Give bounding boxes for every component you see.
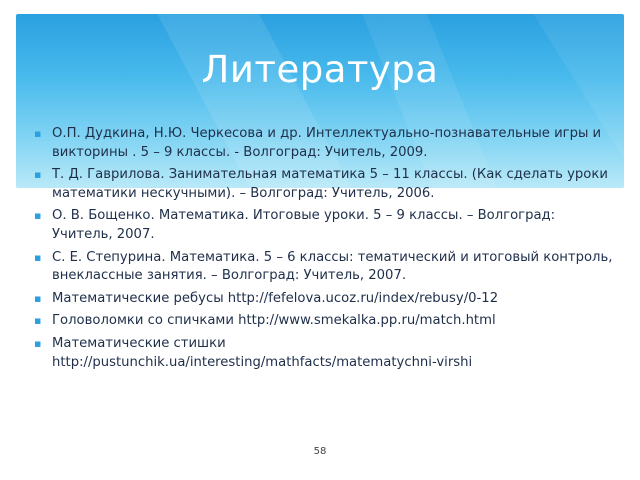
bullet-icon: ▪ [34,209,42,223]
list-item-text: Т. Д. Гаврилова. Занимательная математика 5 – 11 классы. (Как сделать уроки математики нескучными). – Волгоград: Учитель, 2006. [52,167,608,201]
page-number: 58 [313,446,327,457]
bullet-icon: ▪ [34,336,42,350]
bullet-icon: ▪ [34,250,42,264]
list-item-text[interactable]: Головоломки со спичками http://www.smekalka.pp.ru/match.html [52,313,496,329]
list-item-text: О. В. Бощенко. Математика. Итоговые уроки. 5 – 9 классы. – Волгоград: Учитель, 2007. [52,208,556,242]
list-item [34,207,614,244]
reference-list [34,125,614,376]
bullet-icon: ▪ [34,314,42,328]
list-item[interactable] [34,335,614,372]
list-item-text[interactable]: Математические ребусы http://fefelova.ucoz.ru/index/rebusy/0-12 [52,290,499,306]
list-item [34,166,614,203]
list-item[interactable] [34,312,614,331]
bullet-icon: ▪ [34,291,42,305]
list-item-text[interactable]: Математические стишки http://pustunchik.ua/interesting/mathfacts/matematychni-virshi [52,335,473,370]
list-item[interactable] [34,290,614,309]
bullet-icon: ▪ [34,127,42,140]
bullet-icon: ▪ [34,168,42,182]
list-item-text: С. Е. Степурина. Математика. 5 – 6 классы: тематический и итоговый контроль, внеклассные занятия. – Волгоград: Учитель, 2007. [52,249,613,284]
list-item [34,249,614,286]
list-item [34,125,614,162]
slide-title: Литература [201,48,439,91]
list-item-text: О.П. Дудкина, Н.Ю. Черкесова и др. Интеллектуально-познавательные игры и викторины . 5 – 9 классы. - Волгоград: Учитель, 2009. [52,126,602,160]
